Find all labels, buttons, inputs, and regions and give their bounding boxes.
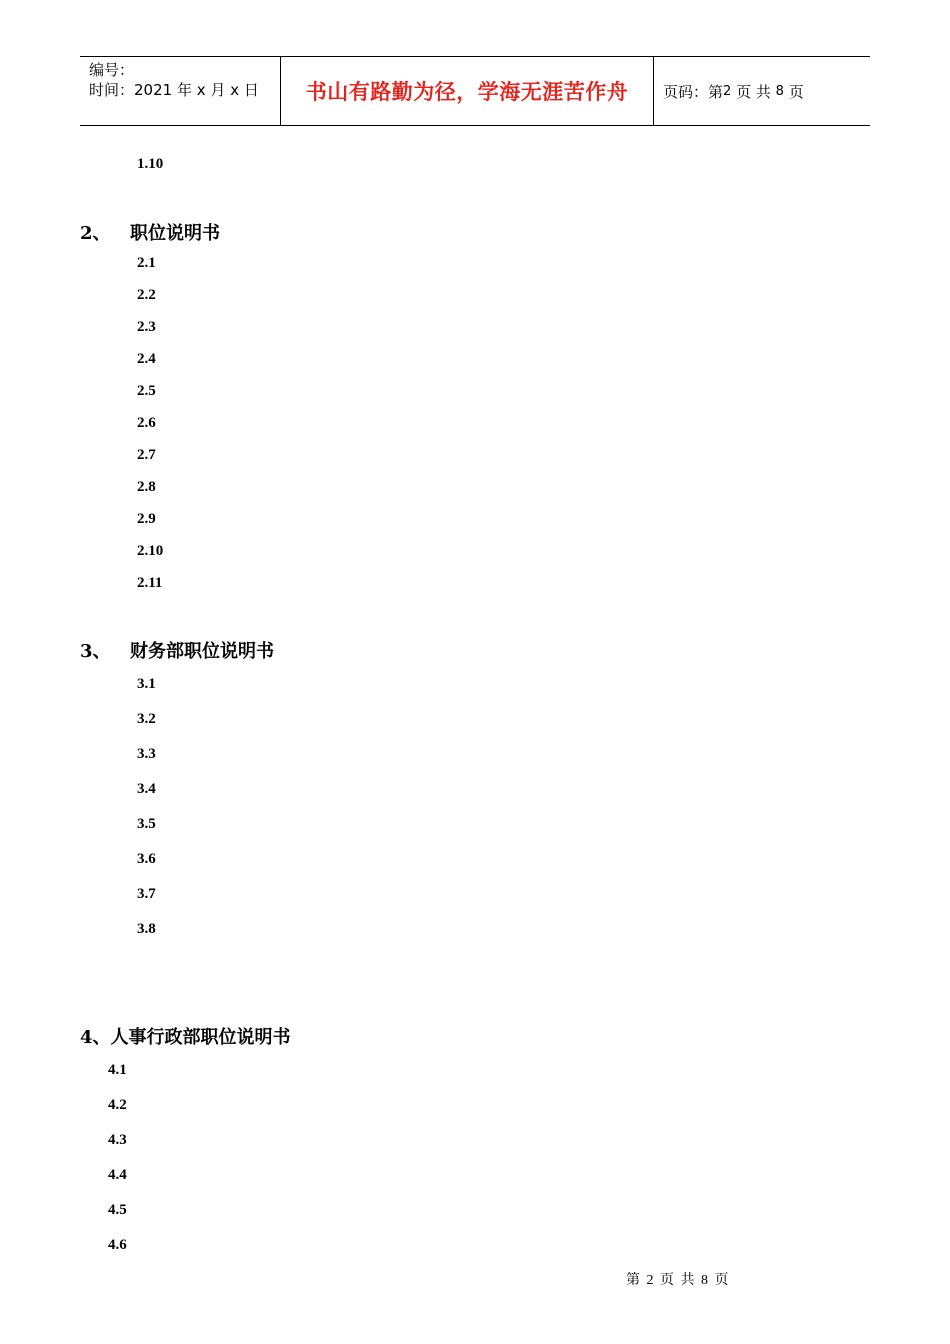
document-time (89, 80, 280, 100)
section-heading-3 (80, 637, 274, 663)
header-meta-cell (80, 57, 281, 125)
list-item: 4.3 (108, 1132, 127, 1148)
list-item: 4.6 (108, 1237, 127, 1253)
time-day: x (230, 81, 240, 99)
page-total: 8 (775, 83, 784, 99)
section-number: 2、 (80, 223, 111, 244)
header-page-info (654, 57, 870, 125)
section-number: 3、 (80, 641, 111, 662)
list-item: 4.5 (108, 1202, 127, 1218)
list-item: 2.8 (137, 479, 156, 495)
list-item: 2.4 (137, 351, 156, 367)
list-item: 3.2 (137, 711, 156, 727)
page-header (80, 56, 870, 126)
page-current: 2 (723, 83, 732, 99)
time-year-unit: 年 (176, 81, 192, 99)
list-item: 2.7 (137, 447, 156, 463)
list-item: 2.3 (137, 319, 156, 335)
list-item: 3.7 (137, 886, 156, 902)
list-item: 3.4 (137, 781, 156, 797)
list-item: 2.1 (137, 255, 156, 271)
section-title: 职位说明书 (130, 223, 220, 244)
list-item: 2.11 (137, 575, 163, 591)
list-item: 4.1 (108, 1062, 127, 1078)
time-day-unit: 日 (243, 81, 259, 99)
list-item: 4.2 (108, 1097, 127, 1113)
section-title: 人事行政部职位说明书 (110, 1027, 291, 1048)
list-item: 3.6 (137, 851, 156, 867)
document-number-label: 编号： (89, 61, 135, 79)
time-year: 2021 (134, 81, 173, 99)
list-item: 4.4 (108, 1167, 127, 1183)
time-month: x (196, 81, 206, 99)
page-label: 页码：第 (663, 82, 724, 101)
list-item: 3.5 (137, 816, 156, 832)
page-footer: 第 2 页 共 8 页 (626, 1273, 729, 1288)
section-heading-2 (80, 219, 220, 245)
list-item: 3.3 (137, 746, 156, 762)
list-item: 3.1 (137, 676, 156, 692)
list-item: 2.10 (137, 543, 164, 559)
list-item: 2.2 (137, 287, 156, 303)
list-item: 2.5 (137, 383, 156, 399)
section-number: 4、 (80, 1027, 111, 1048)
time-prefix: 时间： (89, 81, 135, 99)
list-item: 3.8 (137, 921, 156, 937)
page-end: 页 (788, 82, 804, 101)
section-heading-4 (80, 1023, 291, 1049)
page-mid: 页 共 (736, 82, 771, 101)
header-motto: 书山有路勤为径，学海无涯苦作舟 (281, 57, 654, 125)
list-item: 2.6 (137, 415, 156, 431)
time-month-unit: 月 (210, 81, 226, 99)
list-item: 1.10 (137, 156, 164, 172)
list-item: 2.9 (137, 511, 156, 527)
section-title: 财务部职位说明书 (130, 641, 274, 662)
